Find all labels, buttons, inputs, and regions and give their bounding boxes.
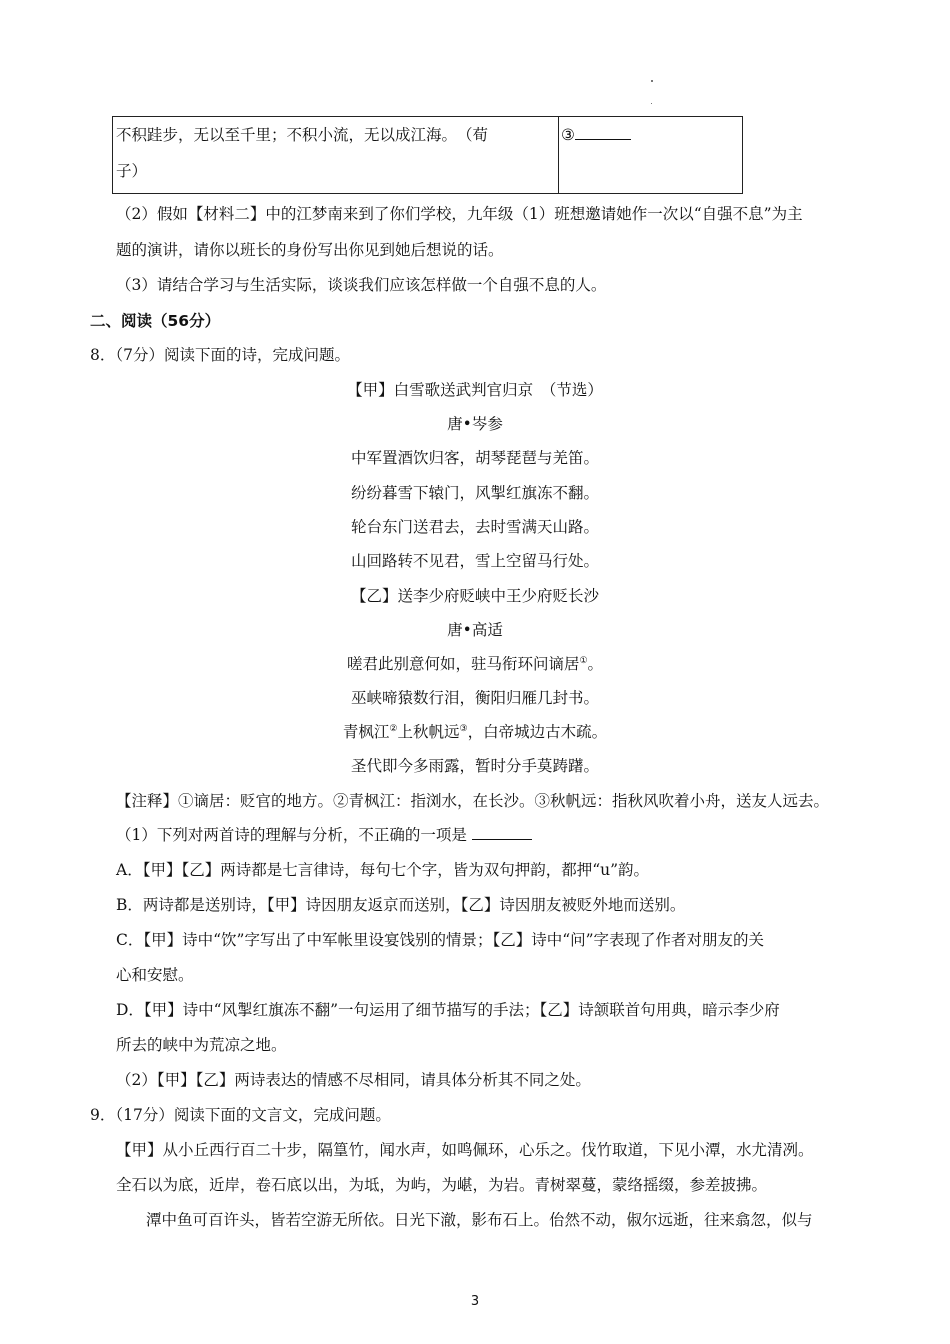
note-marker: ② [389,723,398,734]
option-d-line2: 所去的峡中为荒凉之地。 [116,1036,287,1054]
note-marker: ① [579,655,588,666]
q8-sub1 [116,823,532,845]
scan-mark [651,80,653,82]
answer-blank [575,125,631,140]
poem-b-line: 圣代即今多雨露，暂时分手莫踌躇。 [350,757,599,775]
poem-a-line: 山回路转不见君，雪上空留马行处。 [350,552,599,570]
poem-b-author: 唐•高适 [447,621,503,639]
page-number: 3 [470,1294,480,1309]
q8-header: 8．（7分）阅读下面的诗，完成问题。 [90,346,350,364]
option-a: A．【甲】【乙】两诗都是七言律诗，每句七个字，皆为双句押韵，都押“u”韵。 [116,861,650,879]
quotation-line-1: 不积跬步，无以至千里；不积小流，无以成江海。 （荀 [116,126,489,144]
quotation-line-2: 子） [116,162,148,180]
poem-a-line: 中军置酒饮归客，胡琴琵琶与羌笛。 [350,449,599,467]
q8-sub1-text: （1）下列对两首诗的理解与分析，不正确的一项是 [116,826,467,844]
note-marker: ③ [459,723,468,734]
answer-blank [472,825,532,840]
q7-sub2-line1: （2）假如【材料二】中的江梦南来到了你们学校，九年级（1）班想邀请她作一次以“自强不息”为主 [116,205,803,223]
q9-header: 9．（17分）阅读下面的文言文，完成问题。 [90,1106,391,1124]
classical-text-line: 【甲】从小丘西行百二十步，隔篁竹，闻水声，如鸣佩环，心乐之。伐竹取道，下见小潭，水尤清冽。 [116,1141,814,1159]
q7-sub2-line2: 题的演讲，请你以班长的身份写出你见到她后想说的话。 [116,241,504,259]
poem-b-line: 巫峡啼猿数行泪，衡阳归雁几封书。 [350,689,599,707]
classical-text-line: 潭中鱼可百许头，皆若空游无所依。日光下澈，影布石上。佁然不动，俶尔远逝，往来翕忽，似与 [146,1211,813,1229]
quotation-cell [113,117,559,194]
section-title: 二、阅读（56分） [90,312,221,330]
poem-b-line1-text: 嗟君此别意何如，驻马衔环问谪居 [346,655,580,673]
q8-sub2: （2）【甲】【乙】两诗表达的情感不尽相同，请具体分析其不同之处。 [116,1071,591,1089]
q7-sub3: （3）请结合学习与生活实际，谈谈我们应该怎样做一个自强不息的人。 [116,276,607,294]
poem-b-line3-a: 青枫江 [342,723,390,741]
answer-cell [559,117,743,194]
poem-b-line1-end: 。 [587,655,604,673]
poem-a-line: 轮台东门送君去，去时雪满天山路。 [350,518,599,536]
option-c-line1: C．【甲】诗中“饮”字写出了中军帐里设宴饯别的情景；【乙】诗中“问”字表现了作者对朋友的关 [116,931,765,949]
annotation: 【注释】①谪居：贬官的地方。②青枫江：指浏水，在长沙。③秋帆远：指秋风吹着小舟，送友人远去。 [116,792,830,810]
poem-b-title: 【乙】送李少府贬峡中王少府贬长沙 [350,587,599,605]
option-b: B．两诗都是送别诗，【甲】诗因朋友返京而送别，【乙】诗因朋友被贬外地而送别。 [116,896,686,914]
poem-b-line3-c: ，白帝城边古木疏。 [467,723,608,741]
poem-b-line3-b: 上秋帆远 [397,723,460,741]
poem-b-line [0,652,950,674]
poem-b-line [0,720,950,742]
classical-text-line: 全石以为底，近岸，卷石底以出，为坻，为屿，为嵁，为岩。青树翠蔓，蒙络摇缀，参差披拂。 [116,1176,768,1194]
scan-mark [651,103,652,104]
option-d-line1: D．【甲】诗中“风掣红旗冻不翻”一句运用了细节描写的手法；【乙】诗颔联首句用典，暗示李少府 [116,1001,780,1019]
quotation-table [112,116,743,194]
answer-number: ③ [561,126,575,144]
poem-a-line: 纷纷暮雪下辕门，风掣红旗冻不翻。 [350,484,599,502]
poem-a-author: 唐•岑参 [447,415,503,433]
option-c-line2: 心和安慰。 [116,966,194,984]
poem-a-title: 【甲】白雪歌送武判官归京 （节选） [347,381,603,399]
